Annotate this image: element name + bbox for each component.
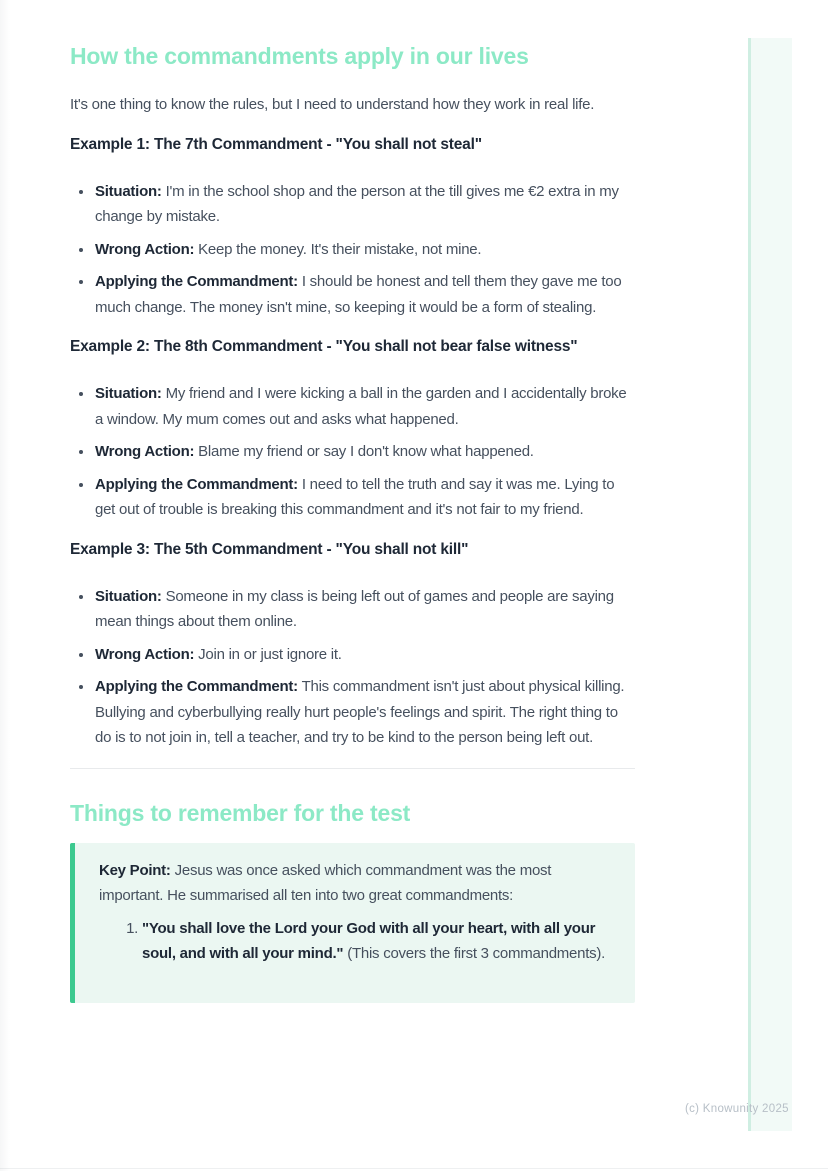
- bullet-label: Situation:: [95, 182, 162, 200]
- bullet-label: Applying the Commandment:: [95, 475, 298, 493]
- bullet-label: Wrong Action:: [95, 240, 195, 258]
- bullet-text: Blame my friend or say I don't know what happened.: [198, 443, 534, 460]
- section-title-apply: How the commandments apply in our lives: [70, 43, 529, 69]
- list-item: [94, 472, 635, 523]
- bullet-text: I need to tell the truth and say it was me. Lying to get out of trouble is breaking this commandment and it's not fair to my friend.: [95, 475, 615, 518]
- bullet-text: Join in or just ignore it.: [198, 645, 342, 663]
- page-bottom-edge: [0, 1168, 828, 1169]
- callout-ordered-list: [99, 916, 607, 967]
- callout-label: Key Point:: [99, 861, 171, 879]
- list-item: [94, 237, 635, 263]
- example-1-heading: Example 1: The 7th Commandment - "You shall not steal": [70, 135, 482, 153]
- bullet-text: My friend and I were kicking a ball in the garden and I accidentally broke a window. My mum comes out and asks what happened.: [95, 385, 627, 428]
- list-item: [94, 642, 635, 668]
- watermark: (c) Knowunity 2025: [685, 1103, 789, 1115]
- list-item: [94, 674, 635, 751]
- page-edge-stripe: [748, 38, 792, 1131]
- callout-text: Jesus was once asked which commandment was the most important. He summarised all ten into two great commandments:: [99, 861, 552, 904]
- bullet-label: Applying the Commandment:: [95, 273, 298, 290]
- callout-paragraph: [99, 858, 607, 909]
- bullet-text: I should be honest and tell them they gave me too much change. The money isn't mine, so keeping it would be a form of stealing.: [95, 273, 622, 316]
- list-item: [94, 269, 635, 320]
- list-item: [94, 439, 635, 465]
- bullet-label: Situation:: [95, 385, 162, 402]
- example-2-bullet-list: [70, 381, 635, 523]
- bullet-text: I'm in the school shop and the person at the till gives me €2 extra in my change by mistake.: [95, 182, 619, 225]
- section-divider: [70, 768, 635, 769]
- example-3-bullet-list: [70, 584, 635, 751]
- callout-item-rest: (This covers the first 3 commandments).: [347, 945, 606, 962]
- example-3-heading: Example 3: The 5th Commandment - "You shall not kill": [70, 540, 469, 558]
- callout-item-bold: "You shall love the Lord your God with all your heart, with all your soul, and with all your mind.": [142, 919, 596, 962]
- bullet-text: This commandment isn't just about physical killing. Bullying and cyberbullying really hurt people's feelings and spirit. The right thing to do is to not join in, tell a teacher, and try to be kind to the person being left out.: [95, 678, 625, 746]
- list-item: [94, 584, 635, 635]
- bullet-text: Keep the money. It's their mistake, not mine.: [198, 240, 482, 258]
- bullet-text: Someone in my class is being left out of games and people are saying mean things about them online.: [95, 587, 614, 630]
- bullet-label: Situation:: [95, 587, 162, 605]
- key-point-callout: [70, 843, 635, 1003]
- bullet-label: Wrong Action:: [95, 443, 195, 460]
- example-2-heading: Example 2: The 8th Commandment - "You shall not bear false witness": [70, 338, 578, 355]
- section-title-remember: Things to remember for the test: [70, 799, 411, 826]
- document-content: [70, 0, 635, 1003]
- bullet-label: Wrong Action:: [95, 645, 195, 663]
- example-1-bullet-list: [70, 179, 635, 321]
- list-item: [94, 179, 635, 230]
- callout-list-item: [142, 916, 607, 967]
- intro-paragraph: It's one thing to know the rules, but I need to understand how they work in real life.: [70, 96, 595, 113]
- list-item: [94, 381, 635, 432]
- bullet-label: Applying the Commandment:: [95, 678, 298, 695]
- page-left-edge-shadow: [0, 0, 10, 1171]
